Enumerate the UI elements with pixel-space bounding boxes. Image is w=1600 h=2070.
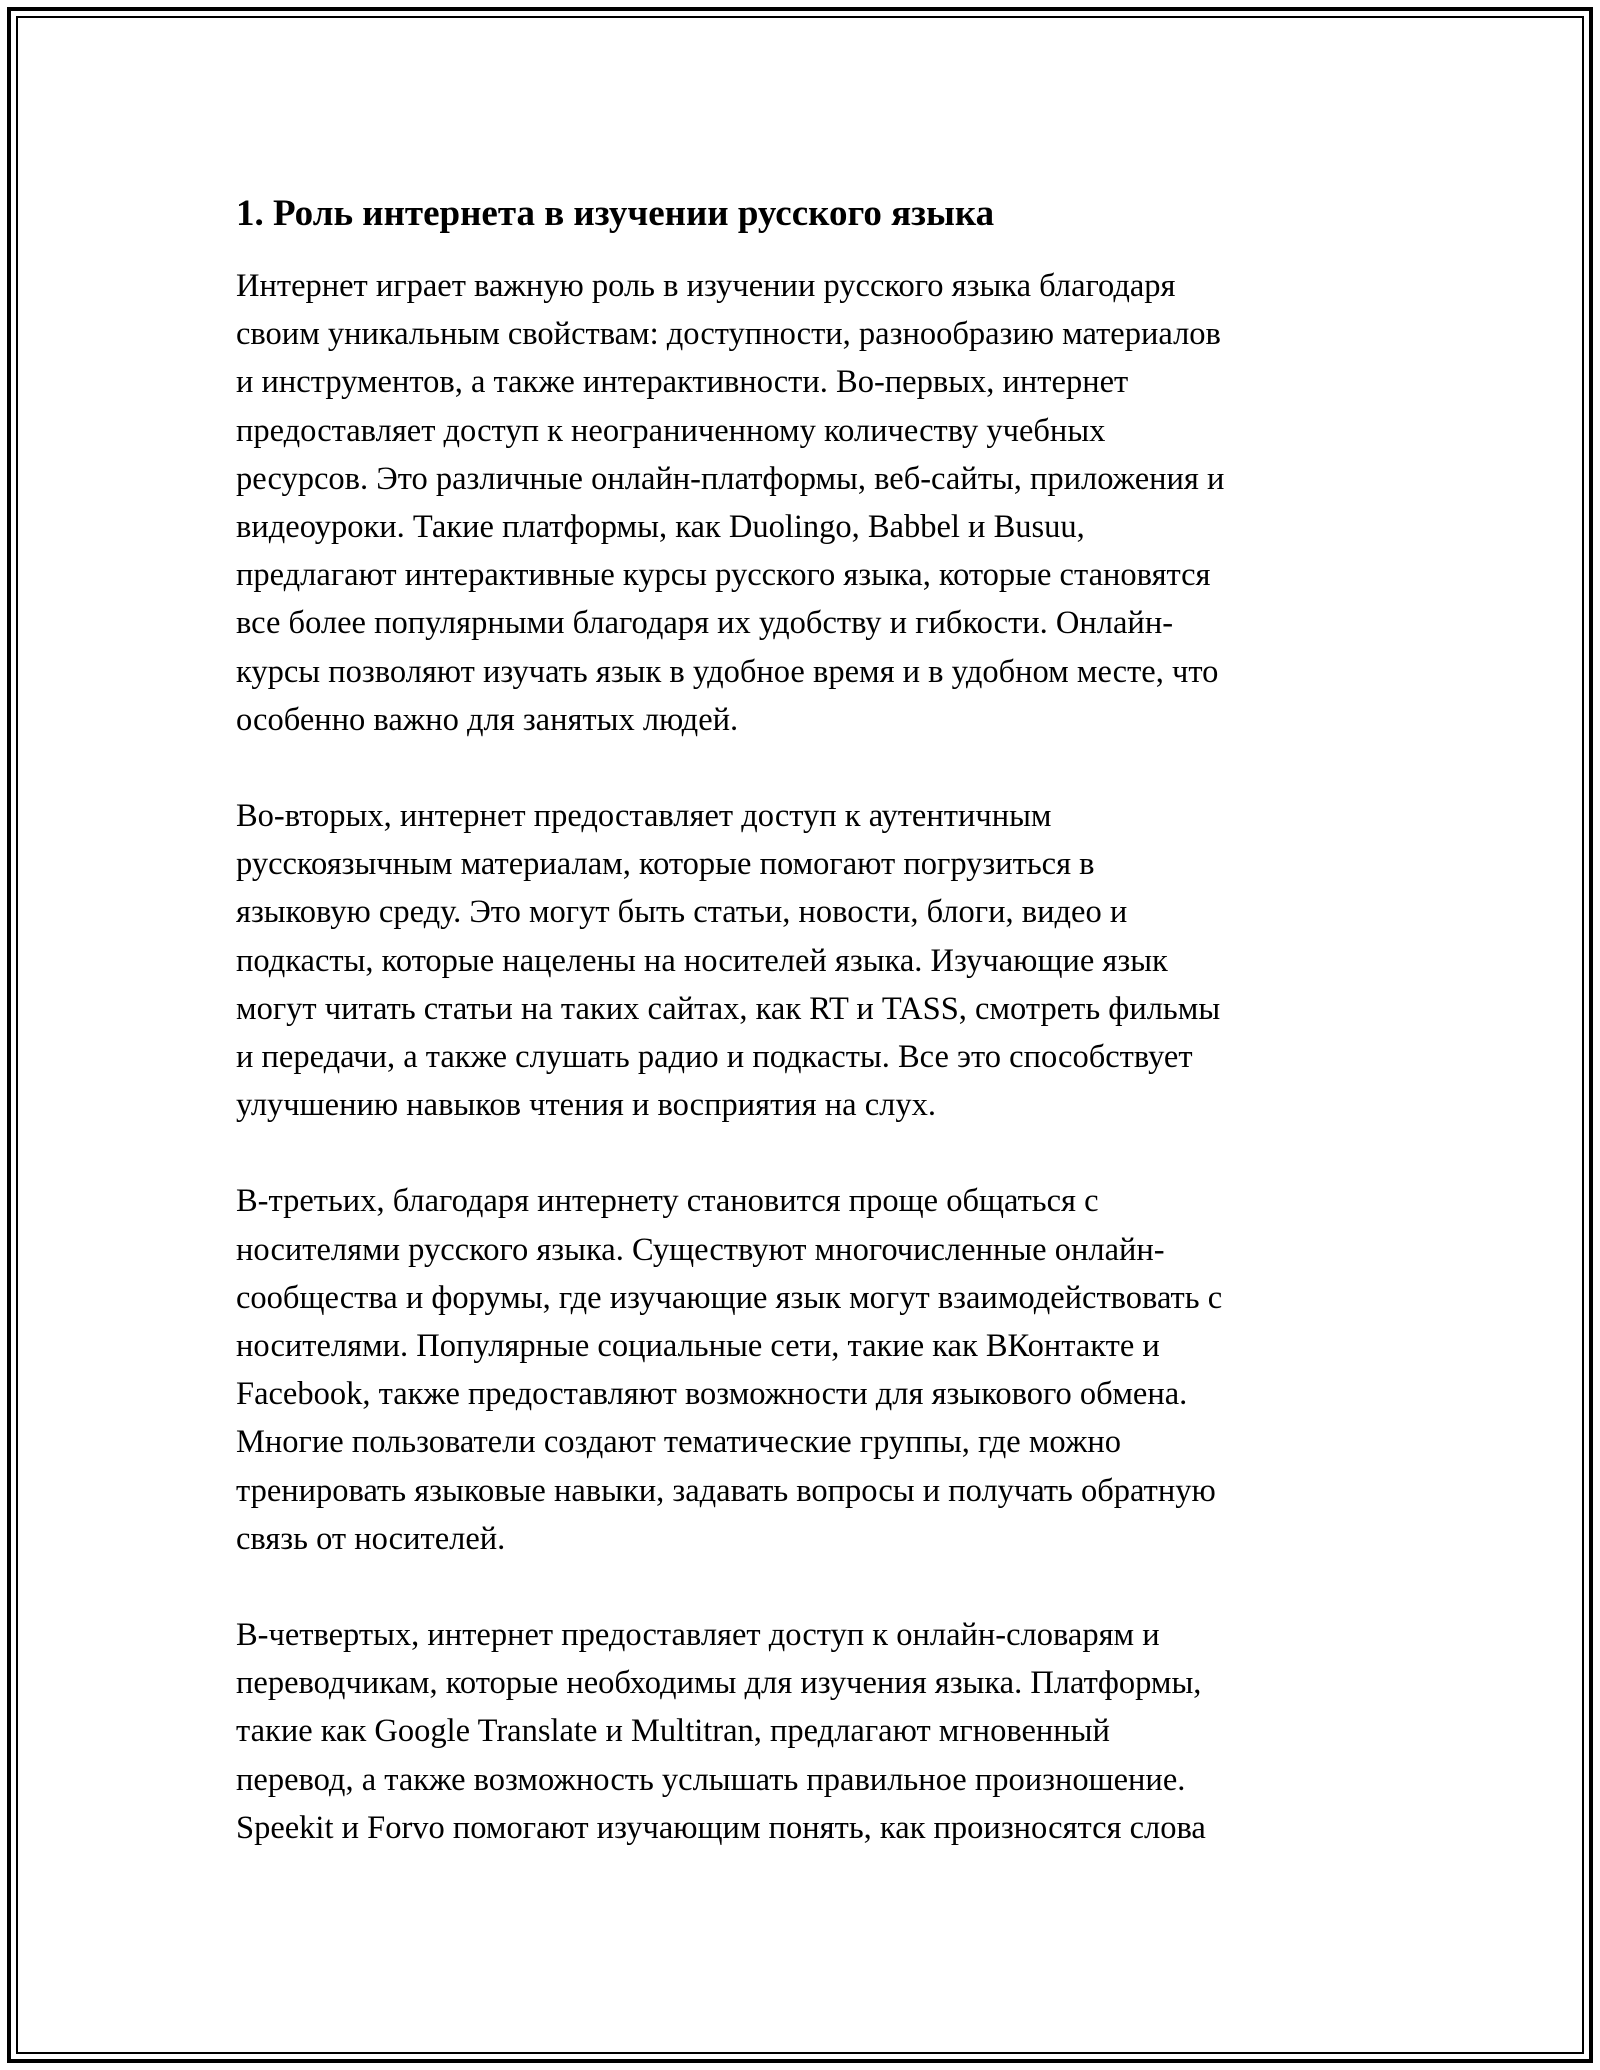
text-line: Facebook, также предоставляют возможности для языкового обмена. bbox=[236, 1376, 1188, 1413]
text-line: носителями. Популярные социальные сети, такие как ВКонтакте и bbox=[236, 1328, 1160, 1365]
text-line: могут читать статьи на таких сайтах, как RT и TASS, смотреть фильмы bbox=[236, 990, 1221, 1027]
text-line: видеоуроки. Такие платформы, как Duolingo, Babbel и Busuu, bbox=[236, 509, 1085, 546]
text-line: носителями русского языка. Существуют многочисленные онлайн- bbox=[236, 1231, 1165, 1268]
text-line: все более популярными благодаря их удобству и гибкости. Онлайн- bbox=[236, 605, 1174, 642]
text-line: языковую среду. Это могут быть статьи, новости, блоги, видео и bbox=[236, 894, 1128, 931]
text-line: перевод, а также возможность услышать правильное произношение. bbox=[236, 1761, 1186, 1798]
text-line: курсы позволяют изучать язык в удобное время и в удобном месте, что bbox=[236, 653, 1219, 690]
text-line: такие как Google Translate и Multitran, предлагают мгновенный bbox=[236, 1713, 1110, 1750]
text-line: В-четвертых, интернет предоставляет доступ к онлайн-словарям и bbox=[236, 1617, 1160, 1654]
text-line: ресурсов. Это различные онлайн-платформы, веб-сайты, приложения и bbox=[236, 460, 1225, 497]
text-line: тренировать языковые навыки, задавать вопросы и получать обратную bbox=[236, 1472, 1216, 1509]
text-line: и передачи, а также слушать радио и подкасты. Все это способствует bbox=[236, 1039, 1193, 1076]
text-line: особенно важно для занятых людей. bbox=[236, 701, 739, 738]
text-line: предоставляет доступ к неограниченному количеству учебных bbox=[236, 412, 1106, 449]
text-line: своим уникальным свойствам: доступности, разнообразию материалов bbox=[236, 316, 1221, 353]
text-line: переводчикам, которые необходимы для изучения языка. Платформы, bbox=[236, 1665, 1202, 1702]
text-line: сообщества и форумы, где изучающие язык могут взаимодействовать с bbox=[236, 1279, 1223, 1316]
text-line: связь от носителей. bbox=[236, 1520, 506, 1557]
paragraph-1 bbox=[236, 262, 1366, 744]
paragraph-2 bbox=[236, 792, 1366, 1129]
text-line: подкасты, которые нацелены на носителей языка. Изучающие язык bbox=[236, 942, 1168, 979]
text-line: Speekit и Forvo помогают изучающим понять, как произносятся слова bbox=[236, 1809, 1206, 1846]
text-line: предлагают интерактивные курсы русского языка, которые становятся bbox=[236, 557, 1211, 594]
text-line: и инструментов, а также интерактивности. Во-первых, интернет bbox=[236, 364, 1129, 401]
paragraph-3 bbox=[236, 1177, 1366, 1563]
text-line: Во-вторых, интернет предоставляет доступ к аутентичным bbox=[236, 798, 1052, 835]
text-line: Многие пользователи создают тематические группы, где можно bbox=[236, 1424, 1121, 1461]
paragraph-4 bbox=[236, 1611, 1366, 1852]
text-line: улучшению навыков чтения и восприятия на слух. bbox=[236, 1087, 936, 1124]
document-body bbox=[236, 188, 1366, 1900]
text-line: В-третьих, благодаря интернету становится проще общаться с bbox=[236, 1183, 1099, 1220]
section-heading: 1. Роль интернета в изучении русского языка bbox=[236, 193, 995, 234]
text-line: русскоязычным материалам, которые помогают погрузиться в bbox=[236, 846, 1095, 883]
text-line: Интернет играет важную роль в изучении русского языка благодаря bbox=[236, 268, 1176, 304]
